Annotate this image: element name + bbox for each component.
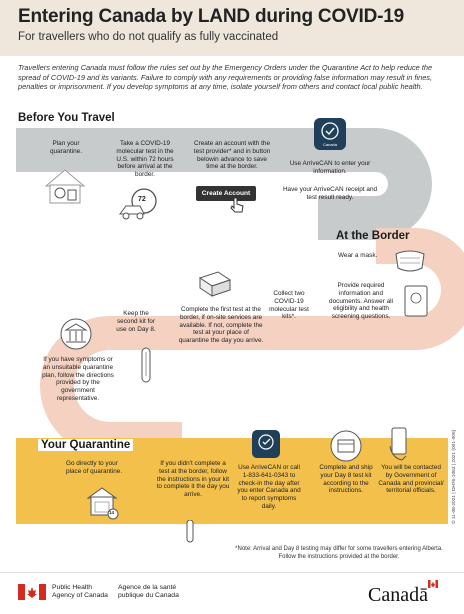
border-step-symptoms: If you have symptoms or an unsuitable quarantine plan, follow the directions provided by the government representative.	[42, 356, 114, 402]
passport-icon	[402, 284, 430, 318]
arrivecan-app-icon-2	[252, 430, 280, 458]
footer-divider	[0, 572, 464, 573]
calendar-label: 14	[109, 510, 115, 515]
canada-flag-icon	[18, 584, 46, 600]
page-title: Entering Canada by LAND during COVID-19	[18, 6, 404, 27]
quarantine-step-contacted: You will be contacted by Government of Canada and provincial/ territorial officials.	[378, 464, 444, 495]
agency-name-fr	[118, 584, 179, 601]
border-step-complete: Complete the first test at the border, if on-site services are available. If not, complete the test at your place of quarantine the day you arrive.	[178, 306, 264, 345]
arrivecan-app-icon	[314, 118, 346, 150]
before-step-arrivecan: Use ArriveCAN to enter your information.	[289, 160, 371, 175]
side-code: © 11-08-2021 | DH76-1063 | 2021 (001-005)	[452, 429, 457, 524]
before-step-account: Create an account with the test provider* and in button belowin advance to save time at the border.	[193, 140, 271, 171]
agency-en-line1: Public Health	[52, 584, 93, 591]
cursor-hand-icon	[228, 196, 246, 214]
clock-label: 72	[138, 196, 146, 203]
government-building-icon	[60, 318, 92, 350]
border-section-title: At the Border	[336, 230, 410, 242]
agency-en-line2: Agency of Canada	[52, 592, 108, 600]
agency-fr-line1: Agence de la santé	[118, 584, 177, 591]
wordmark-flag-icon	[428, 580, 438, 588]
quarantine-step-day8: Complete and ship your Day 8 test kit according to the instructions.	[319, 464, 373, 495]
car-clock-icon	[118, 186, 162, 220]
border-step-collect: Collect two COVID-19 molecular test kits*.	[269, 290, 309, 321]
swab-small-icon	[180, 520, 200, 544]
page-subtitle: For travellers who do not qualify as fully vaccinated	[18, 31, 279, 43]
swab-icon	[136, 346, 156, 386]
before-step-test: Take a COVID-19 molecular test in the U.S. within 72 hours before arrival at the border.	[116, 140, 174, 179]
house-calendar-icon	[86, 484, 120, 522]
create-account-button[interactable]: Create Account	[196, 186, 256, 201]
canada-wordmark: Canadā	[368, 584, 428, 606]
quarantine-step-arrivecan: Use ArriveCAN or call 1-833-641-0343 to check-in the day after you enter Canada and to report symptoms daily.	[237, 464, 301, 510]
border-step-keep: Keep the second kit for use on Day 8.	[116, 310, 156, 333]
before-step-plan: Plan your quarantine.	[50, 140, 82, 155]
footnote: *Note: Arrival and Day 8 testing may differ for some travellers entering Alberta. Follow the instructions provided at the border.	[235, 546, 443, 560]
agency-fr-line2: publique du Canada	[118, 592, 179, 600]
test-kit-icon	[196, 268, 234, 300]
house-icon	[42, 166, 88, 206]
quarantine-step-didnt: If you didn't complete a test at the border, follow the instructions in your kit to complete it the day you arrive.	[156, 460, 230, 499]
border-step-provide: Provide required information and documents. Answer all eligibility and health screening questions.	[329, 282, 393, 321]
agency-name-en	[52, 584, 108, 601]
before-section-title: Before You Travel	[18, 112, 115, 124]
mask-icon	[390, 246, 430, 276]
phone-icon	[386, 426, 414, 462]
intro-paragraph: Travellers entering Canada must follow the rules set out by the Emergency Orders under the Quarantine Act to help reduce the spread of COVID-19 and its variants. Failure to comply with any requirements or providing false information may result in fines, penalties or imprisonment. If you develop symptoms at any time, isolate yourself from others and contact local public health.	[18, 63, 433, 92]
quarantine-step-goto: Go directly to your place of quarantine.	[66, 460, 123, 475]
app-label: Canada	[322, 142, 337, 147]
before-step-receipt: Have your ArriveCAN receipt and test result ready.	[282, 186, 378, 201]
border-step-mask: Wear a mask.	[338, 252, 378, 259]
package-icon	[330, 430, 362, 462]
quarantine-section-title: Your Quarantine	[38, 439, 133, 451]
